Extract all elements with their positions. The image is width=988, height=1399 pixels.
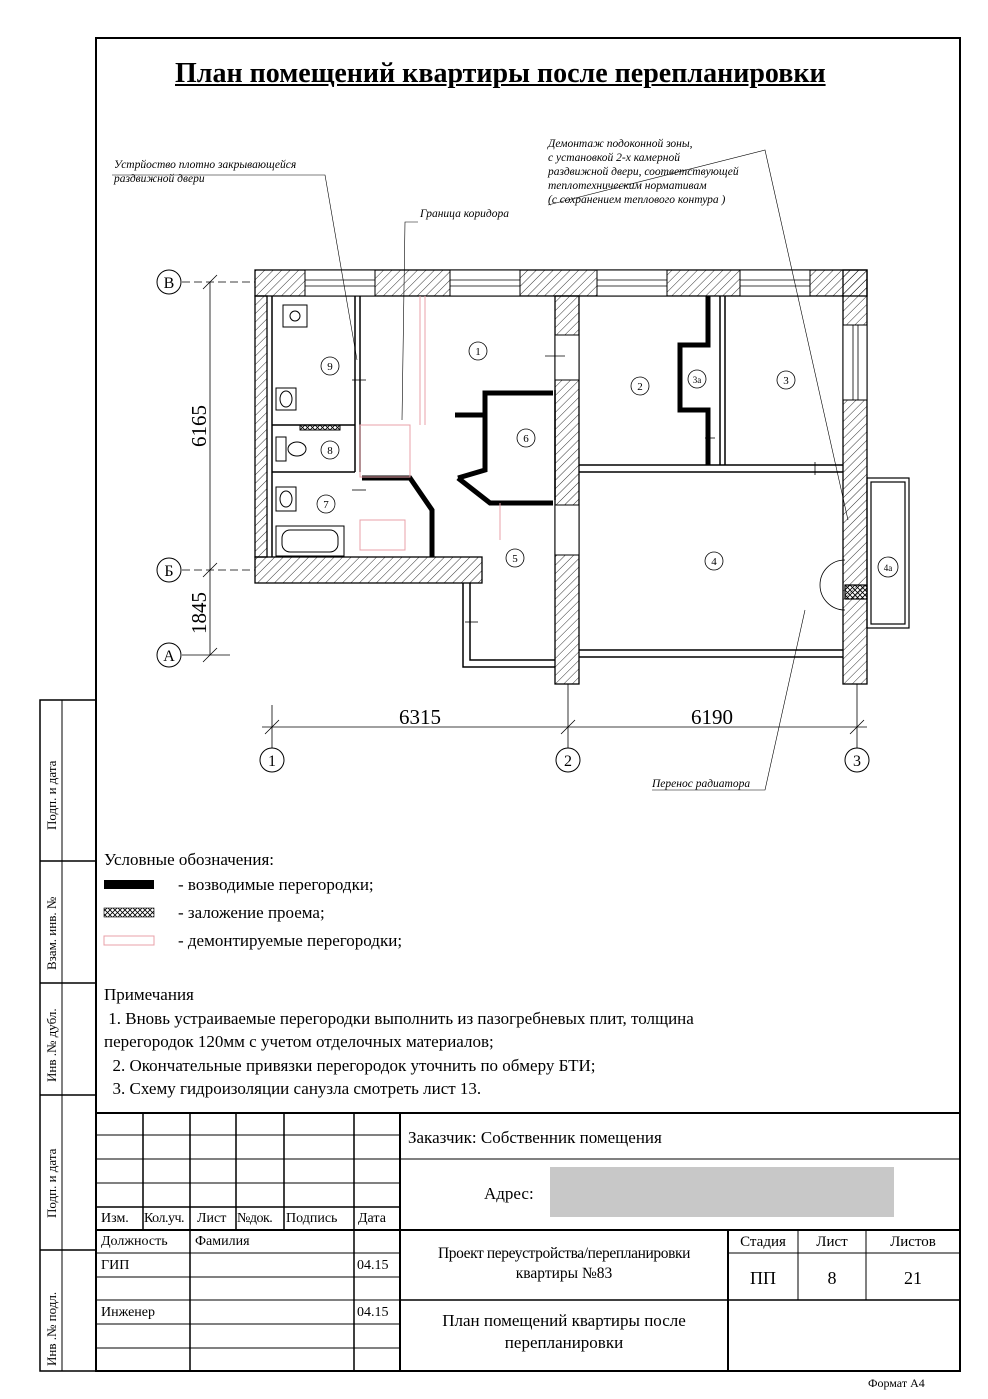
dim-vertical-bottom: 1845 [187, 592, 211, 634]
notes-block [104, 983, 694, 1101]
axis-row-b: Б [164, 563, 174, 580]
notes-line: перегородок 120мм с учетом отделочных материалов; [104, 1032, 494, 1051]
sheets-label: Листов [890, 1234, 936, 1250]
side-label-orig-inv: Инв .№ подл. [44, 1291, 59, 1366]
staff-role-2: Инженер [101, 1305, 156, 1320]
room-9: 9 [327, 361, 333, 373]
axis-row-v: В [163, 275, 175, 292]
legend-swatch-new [104, 880, 154, 889]
position-label: Должность [101, 1234, 168, 1249]
stamp-address-label: Адрес: [484, 1184, 534, 1203]
room-4: 4 [711, 556, 717, 568]
rev-header-change: Изм. [101, 1211, 129, 1226]
rev-header-signature: Подпись [286, 1211, 338, 1226]
notes-line: 3. Схему гидроизоляции санузла смотреть лист 13. [104, 1079, 482, 1098]
room-1: 1 [475, 346, 481, 358]
stage-label: Стадия [740, 1234, 786, 1250]
note-corridor-border: Граница коридора [420, 208, 509, 220]
note-radiator: Перенос радиатора [652, 778, 751, 790]
notes-heading: Примечания [104, 985, 194, 1004]
legend-label-demolished: - демонтируемые перегородки; [178, 931, 403, 950]
side-label-sign-date-1: Подп. и дата [44, 760, 59, 830]
sheet-label: Лист [816, 1234, 848, 1250]
project-title: Проект переустройства/перепланировки квартиры №83 [437, 1245, 691, 1282]
room-numbers [323, 346, 892, 573]
dim-horizontal-right: 6190 [691, 705, 733, 729]
dim-horizontal-left: 6315 [399, 705, 441, 729]
room-3a: 3а [692, 375, 702, 385]
sheet-title: План помещений квартиры после перепланировки [442, 1311, 686, 1352]
new-partitions [362, 296, 708, 557]
sanitary-fixtures [276, 305, 344, 556]
notes-line: 2. Окончательные привязки перегородок уточнить по обмеру БТИ; [104, 1055, 596, 1075]
dim-vertical-top: 6165 [187, 405, 211, 447]
legend-swatches [104, 880, 154, 945]
axis-row-a: А [163, 648, 175, 665]
notes-line: 1. Вновь устраиваемые перегородки выполнить из пазогребневых плит, толщина [104, 1008, 694, 1028]
window-openings [305, 270, 867, 555]
side-label-sign-date-2: Подп. и дата [44, 1148, 59, 1218]
note-sliding-door: Устрйоство плотно закрывающейся раздвижной двери [114, 159, 297, 185]
stage-value: ПП [750, 1268, 776, 1288]
axis-col-2: 2 [564, 753, 572, 770]
address-redaction [550, 1167, 894, 1217]
room-4a: 4а [883, 563, 893, 573]
window-glazing-lines [305, 280, 858, 400]
room-6: 6 [523, 433, 529, 445]
staff-date-1: 04.15 [357, 1258, 389, 1273]
bearing-walls [255, 270, 867, 684]
rev-header-count: Кол.уч. [144, 1211, 184, 1226]
rev-header-date: Дата [358, 1211, 386, 1226]
page-title: План помещений квартиры после перепланировки [175, 58, 826, 89]
room-3: 3 [783, 375, 789, 387]
room-8: 8 [327, 445, 333, 457]
legend-swatch-infill [104, 908, 154, 917]
legend-heading: Условные обозначения: [104, 850, 275, 869]
legend-label-infill: - заложение проема; [178, 903, 325, 922]
axis-col-3: 3 [853, 753, 861, 770]
legend-label-new: - возводимые перегородки; [178, 875, 374, 894]
staff-role-1: ГИП [101, 1258, 130, 1273]
note-sill-demolition: Демонтаж подоконной зоны, с установкой 2-х камерной раздвижной двери, соответствующей теплотехническим нормативам (с сохранением теплового контура ) [548, 138, 739, 206]
side-label-replaced-inv: Взам. инв. № [44, 896, 59, 970]
format-label: Формат А4 [868, 1376, 925, 1390]
room-5: 5 [512, 553, 518, 565]
rev-header-doc: №док. [237, 1211, 273, 1226]
axis-labels [163, 275, 861, 770]
stamp-customer: Заказчик: Собственник помещения [408, 1128, 662, 1147]
legend-swatch-demolished [104, 936, 154, 945]
sheets-value: 21 [904, 1268, 922, 1288]
room-markers [317, 342, 898, 577]
rev-header-sheet: Лист [197, 1211, 227, 1226]
room-7: 7 [323, 499, 329, 511]
axis-col-1: 1 [268, 753, 276, 770]
sheet-value: 8 [827, 1268, 837, 1288]
room-2: 2 [637, 381, 643, 393]
surname-label: Фамилия [195, 1234, 250, 1249]
staff-date-2: 04.15 [357, 1305, 389, 1320]
side-label-dup-inv: Инв .№ дубл. [44, 1008, 59, 1082]
